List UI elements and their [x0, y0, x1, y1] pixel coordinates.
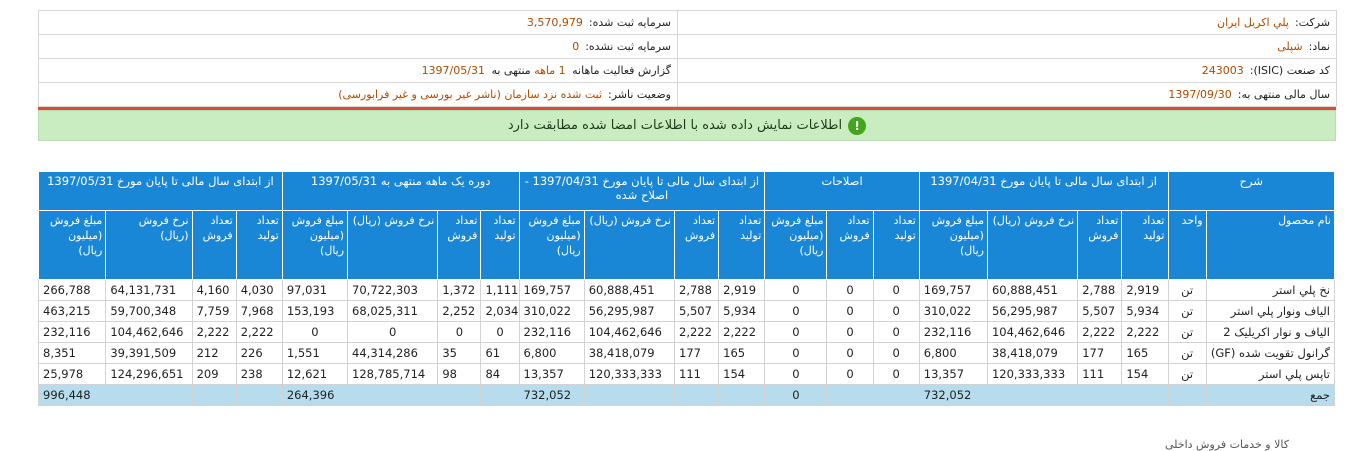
data-cell: 13,357	[919, 364, 987, 385]
col-rate: نرخ فروش (ریال)	[584, 211, 674, 280]
total-g2: 0	[765, 385, 827, 406]
data-cell: 104,462,646	[106, 322, 192, 343]
unregistered-capital-value: 0	[572, 40, 580, 53]
data-cell: 128,785,714	[348, 364, 438, 385]
data-cell: 68,025,311	[348, 301, 438, 322]
unit-cell: تن	[1168, 364, 1206, 385]
product-name: الياف و نوار اکريليک 2	[1206, 322, 1334, 343]
data-cell: 56,295,987	[987, 301, 1077, 322]
data-cell: 0	[873, 280, 919, 301]
col-rate: نرخ فروش (ریال)	[106, 211, 192, 280]
group-header-description: شرح	[1168, 172, 1335, 211]
total-row	[39, 385, 1335, 406]
data-cell: 25,978	[39, 364, 106, 385]
data-cell: 0	[873, 301, 919, 322]
data-cell: 4,160	[192, 280, 236, 301]
data-cell: 60,888,451	[987, 280, 1077, 301]
data-cell: 64,131,731	[106, 280, 192, 301]
data-cell: 1,111	[481, 280, 519, 301]
total-label: جمع	[1206, 385, 1334, 406]
data-cell: 169,757	[919, 280, 987, 301]
data-cell: 2,919	[719, 280, 765, 301]
report-cell: گزارش فعالیت ماهانه 1 ماهه منتهی به 1397/05/31	[39, 59, 678, 83]
col-prod-qty: تعداد تولید	[236, 211, 282, 280]
data-cell: 2,252	[438, 301, 481, 322]
data-cell: 124,296,651	[106, 364, 192, 385]
col-sales-qty: تعداد فروش	[675, 211, 719, 280]
registered-capital-value: 3,570,979	[526, 16, 583, 29]
data-cell: 38,418,079	[987, 343, 1077, 364]
col-prod-qty: تعداد تولید	[481, 211, 519, 280]
data-cell: 39,391,509	[106, 343, 192, 364]
symbol-cell: نماد:شپلی	[678, 35, 1337, 59]
publisher-status-value: ثبت شده نزد سازمان (ناشر غیر بورسی و غیر فرابورسی)	[338, 88, 603, 101]
isic-value: 243003	[1201, 64, 1244, 77]
table-row	[39, 364, 1335, 385]
data-cell: 0	[765, 364, 827, 385]
data-cell: 2,222	[192, 322, 236, 343]
total-g5: 996,448	[39, 385, 106, 406]
data-cell: 70,722,303	[348, 280, 438, 301]
data-cell: 2,222	[1078, 322, 1122, 343]
notice-text: اطلاعات نمایش داده شده با اطلاعات امضا شده مطابقت دارد	[507, 118, 843, 133]
data-cell: 226	[236, 343, 282, 364]
col-sales-qty: تعداد فروش	[827, 211, 873, 280]
group-header-ytd-0431-corrected: از ابتدای سال مالی تا پایان مورخ 1397/04/31 - اصلاح شده	[519, 172, 765, 211]
data-cell: 2,222	[719, 322, 765, 343]
group-header-ytd-0531: از ابتدای سال مالی تا پایان مورخ 1397/05/31	[39, 172, 283, 211]
data-cell: 104,462,646	[584, 322, 674, 343]
group-header-ytd-0431: از ابتدای سال مالی تا پایان مورخ 1397/04/31	[919, 172, 1168, 211]
data-cell: 0	[765, 301, 827, 322]
table-row	[39, 301, 1335, 322]
data-cell: 238	[236, 364, 282, 385]
data-cell: 84	[481, 364, 519, 385]
company-cell: شرکت:پلي اکريل ايران	[678, 11, 1337, 35]
data-cell: 7,968	[236, 301, 282, 322]
production-sales-table	[38, 171, 1335, 406]
data-cell: 1,372	[438, 280, 481, 301]
fiscal-year-value: 1397/09/30	[1168, 88, 1232, 101]
verification-notice	[38, 110, 1336, 141]
col-prod-qty: تعداد تولید	[1122, 211, 1168, 280]
data-cell: 232,116	[519, 322, 584, 343]
unit-cell: تن	[1168, 301, 1206, 322]
col-sales-qty: تعداد فروش	[192, 211, 236, 280]
data-cell: 111	[675, 364, 719, 385]
unit-cell: تن	[1168, 322, 1206, 343]
data-cell: 7,759	[192, 301, 236, 322]
next-section-heading: کالا و خدمات فروش داخلی	[1165, 438, 1289, 451]
data-cell: 12,621	[282, 364, 347, 385]
data-cell: 2,222	[236, 322, 282, 343]
data-cell: 2,919	[1122, 280, 1168, 301]
data-cell: 5,934	[1122, 301, 1168, 322]
data-cell: 2,788	[675, 280, 719, 301]
data-cell: 2,222	[675, 322, 719, 343]
data-cell: 0	[827, 301, 873, 322]
publisher-status-cell: وضعیت ناشر:ثبت شده نزد سازمان (ناشر غیر بورسی و غیر فرابورسی)	[39, 83, 678, 107]
data-cell: 2,034	[481, 301, 519, 322]
data-cell: 35	[438, 343, 481, 364]
data-cell: 1,551	[282, 343, 347, 364]
data-cell: 6,800	[519, 343, 584, 364]
col-prod-qty: تعداد تولید	[873, 211, 919, 280]
data-cell: 165	[719, 343, 765, 364]
isic-cell: کد صنعت (ISIC):243003	[678, 59, 1337, 83]
data-cell: 97,031	[282, 280, 347, 301]
data-cell: 310,022	[519, 301, 584, 322]
data-cell: 153,193	[282, 301, 347, 322]
table-row	[39, 343, 1335, 364]
data-cell: 209	[192, 364, 236, 385]
data-cell: 4,030	[236, 280, 282, 301]
fiscal-year-cell: سال مالی منتهی به:1397/09/30	[678, 83, 1337, 107]
data-cell: 0	[873, 322, 919, 343]
total-g1: 732,052	[919, 385, 987, 406]
data-cell: 154	[1122, 364, 1168, 385]
symbol-value[interactable]: شپلی	[1277, 40, 1303, 53]
total-g4: 264,396	[282, 385, 347, 406]
col-amount: مبلغ فروش (میلیون ریال)	[39, 211, 106, 280]
company-name[interactable]: پلي اکريل ايران	[1217, 16, 1289, 29]
registered-capital-cell: سرمایه ثبت شده:3,570,979	[39, 11, 678, 35]
data-cell: 310,022	[919, 301, 987, 322]
unregistered-capital-cell: سرمایه ثبت نشده:0	[39, 35, 678, 59]
col-rate: نرخ فروش (ریال)	[987, 211, 1077, 280]
product-name: الياف ونوار پلي استر	[1206, 301, 1334, 322]
col-unit: واحد	[1168, 211, 1206, 280]
data-cell: 0	[765, 343, 827, 364]
data-cell: 212	[192, 343, 236, 364]
table-row	[39, 280, 1335, 301]
data-cell: 120,333,333	[584, 364, 674, 385]
data-cell: 120,333,333	[987, 364, 1077, 385]
data-cell: 56,295,987	[584, 301, 674, 322]
data-cell: 5,934	[719, 301, 765, 322]
data-cell: 104,462,646	[987, 322, 1077, 343]
data-cell: 38,418,079	[584, 343, 674, 364]
product-name: گرانول تقويت شده (GF)	[1206, 343, 1334, 364]
data-cell: 111	[1078, 364, 1122, 385]
data-cell: 60,888,451	[584, 280, 674, 301]
data-cell: 165	[1122, 343, 1168, 364]
data-cell: 177	[1078, 343, 1122, 364]
data-cell: 0	[348, 322, 438, 343]
col-rate: نرخ فروش (ریال)	[348, 211, 438, 280]
data-cell: 59,700,348	[106, 301, 192, 322]
data-cell: 0	[827, 343, 873, 364]
group-header-corrections: اصلاحات	[765, 172, 920, 211]
data-cell: 6,800	[919, 343, 987, 364]
data-cell: 0	[282, 322, 347, 343]
data-cell: 154	[719, 364, 765, 385]
data-cell: 0	[827, 364, 873, 385]
data-cell: 2,788	[1078, 280, 1122, 301]
data-cell: 61	[481, 343, 519, 364]
unit-cell: تن	[1168, 280, 1206, 301]
col-amount: مبلغ فروش (میلیون ریال)	[765, 211, 827, 280]
data-cell: 2,222	[1122, 322, 1168, 343]
group-header-month-0531: دوره یک ماهه منتهی به 1397/05/31	[282, 172, 519, 211]
col-sales-qty: تعداد فروش	[438, 211, 481, 280]
col-product-name: نام محصول	[1206, 211, 1334, 280]
data-cell: 44,314,286	[348, 343, 438, 364]
data-cell: 0	[827, 322, 873, 343]
data-cell: 0	[765, 322, 827, 343]
data-cell: 266,788	[39, 280, 106, 301]
col-sales-qty: تعداد فروش	[1078, 211, 1122, 280]
data-cell: 5,507	[1078, 301, 1122, 322]
product-name: نخ پلي استر	[1206, 280, 1334, 301]
col-amount: مبلغ فروش (میلیون ریال)	[919, 211, 987, 280]
company-info-table	[38, 10, 1337, 107]
data-cell: 0	[827, 280, 873, 301]
data-cell: 0	[873, 364, 919, 385]
col-amount: مبلغ فروش (میلیون ریال)	[282, 211, 347, 280]
total-g3: 732,052	[519, 385, 584, 406]
unit-cell: تن	[1168, 343, 1206, 364]
data-cell: 232,116	[39, 322, 106, 343]
info-check-icon: !	[848, 117, 866, 135]
data-cell: 98	[438, 364, 481, 385]
product-name: تاپس پلي استر	[1206, 364, 1334, 385]
data-cell: 0	[481, 322, 519, 343]
data-cell: 169,757	[519, 280, 584, 301]
data-cell: 0	[438, 322, 481, 343]
data-cell: 13,357	[519, 364, 584, 385]
data-cell: 8,351	[39, 343, 106, 364]
data-cell: 463,215	[39, 301, 106, 322]
table-row	[39, 322, 1335, 343]
data-cell: 232,116	[919, 322, 987, 343]
data-cell: 5,507	[675, 301, 719, 322]
col-amount: مبلغ فروش (میلیون ریال)	[519, 211, 584, 280]
data-cell: 0	[873, 343, 919, 364]
data-cell: 177	[675, 343, 719, 364]
data-cell: 0	[765, 280, 827, 301]
col-prod-qty: تعداد تولید	[719, 211, 765, 280]
report-date: 1397/05/31	[421, 64, 485, 77]
